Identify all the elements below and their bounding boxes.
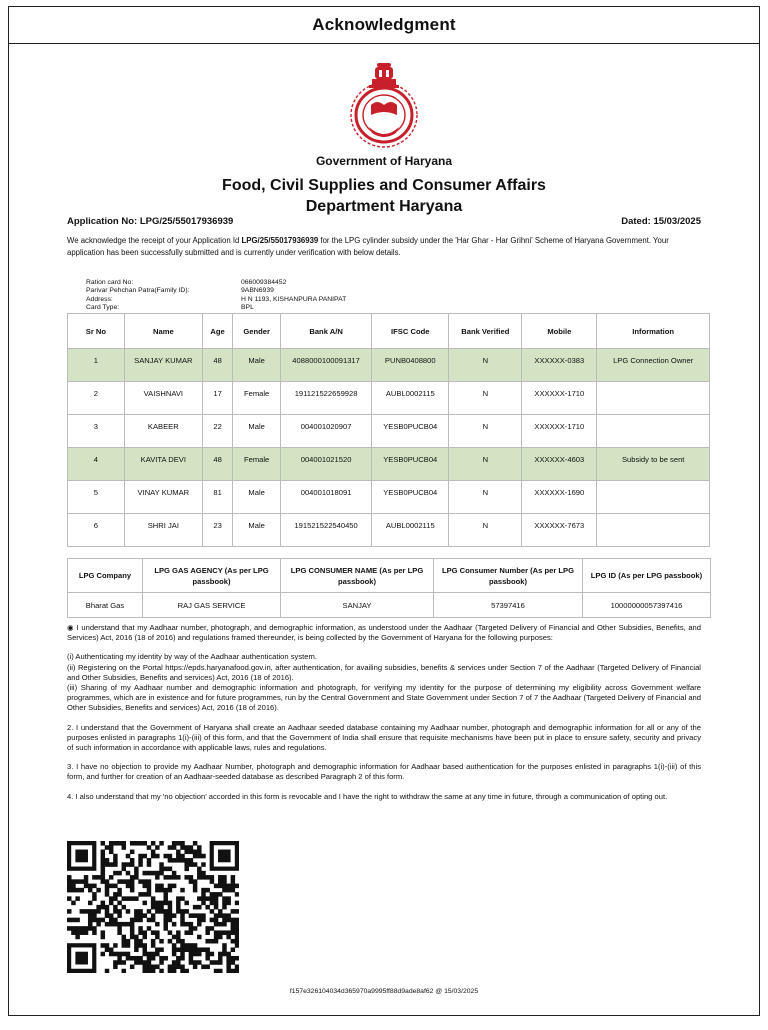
document-hash: f157e326104034d365970a9995ff88d9ade8af62 @ 15/03/2025 [289, 988, 479, 995]
column-header: Bank A/N [280, 314, 371, 349]
lpg-company: Bharat Gas [68, 593, 143, 618]
department-line-2: Department Haryana [305, 198, 463, 215]
member-bank-account: 191521522540450 [280, 514, 371, 547]
member-gender: Male [233, 481, 281, 514]
application-date: Dated: 15/03/2025 [621, 216, 701, 227]
member-gender: Female [233, 448, 281, 481]
member-bank-verified: N [449, 481, 522, 514]
column-header: Gender [233, 314, 281, 349]
table-row [68, 514, 710, 547]
member-bank-verified: N [449, 349, 522, 382]
consent-paragraph-1: ◉ I understand that my Aadhaar number, photograph, and demographic information, as understood under the Aadhaar (Targeted Delivery of Financial and Other Subsidies, Benefits, and Services) Act, 2016 (18 of 2016) and regulations framed thereunder, is being collected by the Government of Haryana for the following purposes: [67, 623, 701, 643]
acknowledgment-page [8, 6, 760, 1016]
column-header: Information [597, 314, 710, 349]
member-mobile: XXXXXX-4603 [522, 448, 597, 481]
government-name: Government of Haryana [315, 154, 453, 168]
column-header: Name [124, 314, 202, 349]
lpg-id: 10000000057397416 [583, 593, 711, 618]
haryana-emblem-icon [339, 57, 429, 149]
column-header: LPG ID (As per LPG passbook) [583, 559, 711, 593]
member-bank-verified: N [449, 382, 522, 415]
member-gender: Male [233, 415, 281, 448]
member-name: SHRI JAI [124, 514, 202, 547]
member-name: KABEER [124, 415, 202, 448]
member-age: 81 [202, 481, 232, 514]
department-name [9, 175, 759, 217]
title-divider [9, 43, 759, 44]
member-name: VAISHNAVI [124, 382, 202, 415]
column-header: Sr No [68, 314, 125, 349]
aadhaar-consent [67, 623, 701, 811]
member-sr-no: 1 [68, 349, 125, 382]
receipt-suffix: for the LPG cylinder subsidy under the 'Har Ghar - Har Grihni' Scheme of Haryana Government. Your application has been successfully submitted and is currently under verification with below details. [67, 236, 669, 257]
member-ifsc: PUNB0408800 [372, 349, 449, 382]
lpg-connection-table [67, 558, 711, 618]
table-row [68, 415, 710, 448]
member-name: VINAY KUMAR [124, 481, 202, 514]
member-ifsc: YESB0PUCB04 [372, 481, 449, 514]
member-gender: Female [233, 382, 281, 415]
member-information [597, 382, 710, 415]
member-gender: Male [233, 514, 281, 547]
lpg-consumer-name: SANJAY [281, 593, 434, 618]
household-details [86, 279, 346, 313]
member-age: 48 [202, 448, 232, 481]
member-age: 48 [202, 349, 232, 382]
household-label: Address: [86, 295, 113, 303]
household-label: Ration card No: [86, 279, 134, 286]
household-row [86, 287, 346, 295]
member-information [597, 481, 710, 514]
household-value: 9ABN6939 [241, 287, 274, 295]
household-row [86, 296, 346, 304]
consent-paragraph-3: 3. I have no objection to provide my Aadhaar Number, photograph and demographic information for Aadhaar based authentication for the purposes enlisted in paragraphs 1(i)-(iii) of this form, and further for creation of an Aadhaar-seeded database as described Paragraph 2 of this form. [67, 762, 701, 782]
household-row [86, 279, 346, 287]
receipt-statement [67, 235, 701, 258]
member-sr-no: 2 [68, 382, 125, 415]
member-bank-verified: N [449, 514, 522, 547]
member-sr-no: 6 [68, 514, 125, 547]
member-bank-verified: N [449, 448, 522, 481]
lpg-consumer-number: 57397416 [434, 593, 583, 618]
member-mobile: XXXXXX-1710 [522, 382, 597, 415]
member-sr-no: 3 [68, 415, 125, 448]
member-name: SANJAY KUMAR [124, 349, 202, 382]
table-row [68, 593, 711, 618]
column-header: Bank Verified [449, 314, 522, 349]
household-label: Card Type: [86, 304, 120, 312]
member-mobile: XXXXXX-1710 [522, 415, 597, 448]
receipt-application-id: LPG/25/55017936939 [241, 236, 319, 245]
qr-code-icon [67, 841, 239, 973]
household-row [86, 304, 346, 312]
member-ifsc: AUBL0002115 [372, 382, 449, 415]
household-label: Parivar Pehchan Patra(Family ID): [86, 287, 190, 295]
consent-purpose-1 [67, 652, 701, 713]
column-header: Mobile [522, 314, 597, 349]
member-ifsc: YESB0PUCB04 [372, 415, 449, 448]
member-age: 17 [202, 382, 232, 415]
column-header: LPG CONSUMER NAME (As per LPG passbook) [281, 559, 434, 593]
member-information: LPG Connection Owner [597, 349, 710, 382]
member-bank-account: 004001020907 [280, 415, 371, 448]
member-sr-no: 5 [68, 481, 125, 514]
member-ifsc: YESB0PUCB04 [372, 448, 449, 481]
member-bank-verified: N [449, 415, 522, 448]
member-bank-account: 191121522659928 [280, 382, 371, 415]
household-value: BPL [241, 304, 254, 312]
column-header: LPG GAS AGENCY (As per LPG passbook) [143, 559, 281, 593]
member-age: 23 [202, 514, 232, 547]
family-members-table [67, 313, 710, 547]
consent-paragraph-4: 4. I also understand that my 'no objection' accorded in this form is revocable and I have the right to withdraw the same at any time in future, through a communication of opting out. [67, 791, 668, 801]
column-header: Age [202, 314, 232, 349]
table-row [68, 448, 710, 481]
consent-purpose-iii: (iii) Sharing of my Aadhaar number and demographic information and photograph, for verifying my identity for the purpose of determining my eligibility across Government welfare programmes, which are in existence and for future programmes, run by the Central Government and State Government under Section 7 of 7 the Aadhaar (Targeted Delivery of Financial and Other Subsidies, Benefits and services) Act, 2016 (18 of 2016). [67, 683, 701, 713]
application-number: Application No: LPG/25/55017936939 [67, 216, 234, 227]
table-row [68, 481, 710, 514]
household-value: H N 1193, KISHANPURA PANIPAT [241, 295, 347, 303]
member-information [597, 514, 710, 547]
consent-purpose-ii: (ii) Registering on the Portal https://epds.haryanafood.gov.in, after authentication, for availing subsidies, benefits & services under Section 7 of the Aadhaar (Targeted Delivery of Financial and Other Subsidies, Benefits and services) Act, 2016 (18 of 2016). [67, 662, 701, 682]
consent-purpose-i: (i) Authenticating my identity by way of the Aadhaar authentication system. [67, 652, 317, 662]
member-bank-account: 004001021520 [280, 448, 371, 481]
table-header-row [68, 314, 710, 349]
family-members-body [68, 349, 710, 547]
member-bank-account: 004001018091 [280, 481, 371, 514]
household-value: 066009384452 [241, 279, 287, 286]
table-row [68, 349, 710, 382]
member-bank-account: 4088000100091317 [280, 349, 371, 382]
member-ifsc: AUBL0002115 [372, 514, 449, 547]
lpg-gas-agency: RAJ GAS SERVICE [143, 593, 281, 618]
department-line-1: Food, Civil Supplies and Consumer Affairs [222, 177, 546, 194]
member-name: KAVITA DEVI [124, 448, 202, 481]
consent-paragraph-2: 2. I understand that the Government of Haryana shall create an Aadhaar seeded database containing my Aadhaar number, photograph and demographic information for all or any of the purposes enlisted in paragraphs 1(i)-(iii) of this form, and that the Government of India shall ensure that requisite mechanisms have been put in place to ensure safety, security and privacy of such information in accordance with applicable laws, rules and regulations. [67, 722, 701, 753]
table-header-row [68, 559, 711, 593]
receipt-prefix: We acknowledge the receipt of your Application Id [67, 236, 242, 245]
page-title: Acknowledgment [312, 15, 456, 34]
member-age: 22 [202, 415, 232, 448]
column-header: LPG Consumer Number (As per LPG passbook) [434, 559, 583, 593]
column-header: IFSC Code [372, 314, 449, 349]
column-header: LPG Company [68, 559, 143, 593]
table-row [68, 382, 710, 415]
member-sr-no: 4 [68, 448, 125, 481]
member-information [597, 415, 710, 448]
member-mobile: XXXXXX-7673 [522, 514, 597, 547]
member-mobile: XXXXXX-1690 [522, 481, 597, 514]
member-information: Subsidy to be sent [597, 448, 710, 481]
member-mobile: XXXXXX-0383 [522, 349, 597, 382]
member-gender: Male [233, 349, 281, 382]
